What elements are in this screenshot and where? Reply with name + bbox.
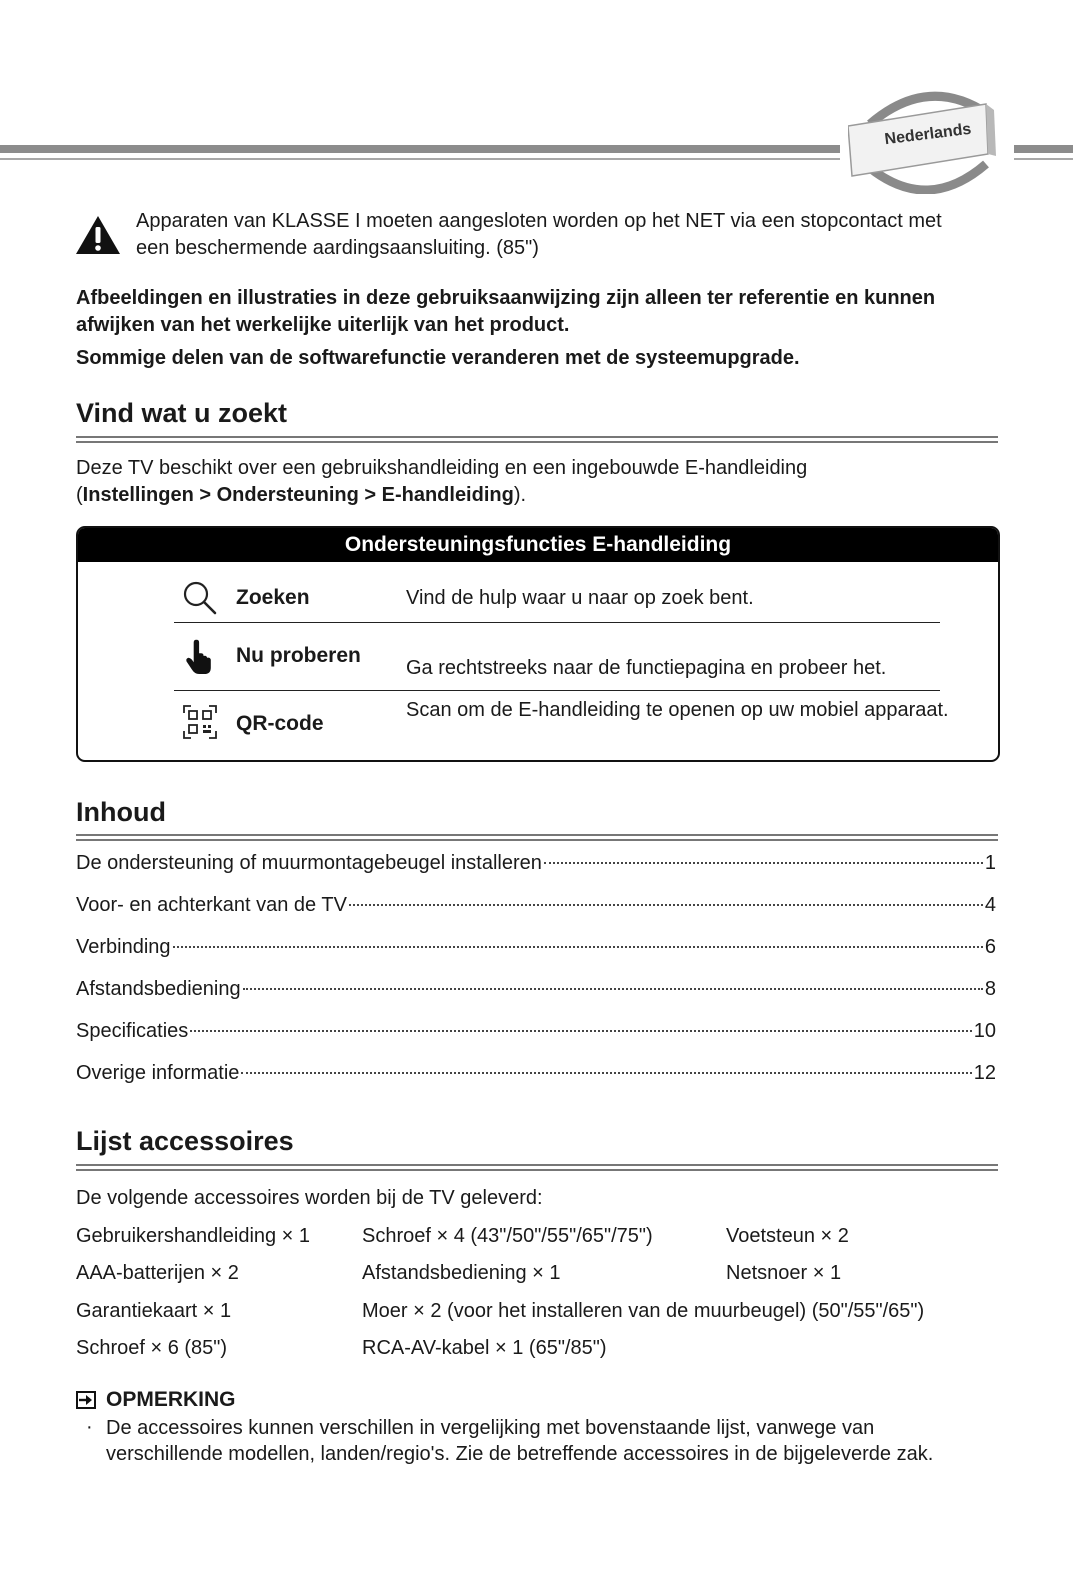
warning-triangle-icon: [75, 214, 121, 256]
accessory-item: AAA-batterijen × 2: [76, 1262, 239, 1284]
section-rule: [76, 1164, 998, 1171]
toc-entry[interactable]: [76, 852, 996, 880]
find-menu-path: Instellingen > Ondersteuning > E-handleiding: [82, 484, 514, 506]
pointing-hand-icon: [182, 638, 218, 674]
reference-notice: Afbeeldingen en illustraties in deze gebruiksaanwijzing zijn alleen ter referentie en kunnen afwijken van het werkelijke uiterlijk van het product.: [76, 287, 936, 336]
toc-label: De ondersteuning of muurmontagebeugel installeren: [76, 852, 542, 874]
accessory-item: Schroef × 4 (43"/50"/55"/65"/75"): [362, 1225, 653, 1247]
find-path-close: ).: [513, 484, 527, 506]
toc-entry[interactable]: [76, 1020, 996, 1048]
section-title-find: Vind wat u zoekt: [76, 398, 288, 428]
toc-label: Verbinding: [76, 936, 171, 958]
header-rule-thin: [0, 158, 840, 160]
feature-divider: [174, 622, 940, 623]
feature-name: QR-code: [236, 712, 324, 735]
qr-code-icon: [182, 704, 218, 740]
accessory-item: Schroef × 6 (85"): [76, 1337, 228, 1359]
feature-row-qr: [174, 698, 949, 752]
toc-leader: [243, 988, 983, 990]
language-label: Nederlands: [883, 120, 973, 149]
feature-row-try-now: [174, 636, 940, 686]
warning-text: Apparaten van KLASSE I moeten aangesloten worden op het NET via een stopcontact met een beschermende aardingsaansluiting. (85"): [136, 210, 942, 259]
toc-leader: [190, 1030, 971, 1032]
find-intro: [76, 455, 1006, 509]
feature-name: Nu proberen: [236, 644, 361, 667]
upgrade-notice: Sommige delen van de softwarefunctie veranderen met de systeemupgrade.: [76, 347, 800, 369]
note-title: OPMERKING: [106, 1388, 236, 1411]
feature-desc: Vind de hulp waar u naar op zoek bent.: [406, 587, 754, 609]
support-heading: Ondersteuningsfuncties E-handleiding: [78, 528, 998, 562]
toc-entry[interactable]: [76, 978, 996, 1006]
section-title-accessories: Lijst accessoires: [76, 1126, 294, 1156]
accessory-item: Gebruikershandleiding × 1: [76, 1225, 311, 1247]
toc-label: Specificaties: [76, 1020, 189, 1042]
accessory-item: Garantiekaart × 1: [76, 1300, 232, 1322]
note-text: De accessoires kunnen verschillen in vergelijking met bovenstaande lijst, vanwege van verschillende modellen, landen/regio's. Zie de betreffende accessoires in de bijgeleverde zak.: [106, 1417, 934, 1465]
toc-entry[interactable]: [76, 894, 996, 922]
toc-label: Afstandsbediening: [76, 978, 241, 1000]
toc-page: 8: [984, 978, 996, 1000]
toc-leader: [241, 1072, 971, 1074]
toc-page: 4: [984, 894, 996, 916]
toc-page: 12: [973, 1062, 996, 1084]
note-arrow-icon: [76, 1391, 96, 1409]
header-rule: [0, 145, 840, 153]
toc-page: 6: [984, 936, 996, 958]
header-rule-right: [1014, 145, 1073, 153]
toc-page: 10: [973, 1020, 996, 1042]
support-features-box: [76, 526, 1000, 762]
feature-desc: Scan om de E-handleiding te openen op uw mobiel apparaat.: [406, 699, 949, 721]
toc-leader: [349, 904, 983, 906]
accessory-item: RCA-AV-kabel × 1 (65"/85"): [362, 1337, 607, 1359]
toc-label: Overige informatie: [76, 1062, 240, 1084]
accessory-item: Netsnoer × 1: [726, 1262, 842, 1284]
section-rule: [76, 834, 998, 841]
accessories-intro: De volgende accessoires worden bij de TV geleverd:: [76, 1187, 543, 1209]
accessory-item: Moer × 2 (voor het installeren van de muurbeugel) (50"/55"/65"): [362, 1300, 925, 1322]
toc-leader: [173, 946, 983, 948]
accessory-item: Afstandsbediening × 1: [362, 1262, 561, 1284]
toc-label: Voor- en achterkant van de TV: [76, 894, 347, 916]
toc-leader: [544, 862, 983, 864]
accessory-item: Voetsteun × 2: [726, 1225, 849, 1247]
feature-divider: [174, 690, 940, 691]
feature-desc: Ga rechtstreeks naar de functiepagina en probeer het.: [406, 657, 887, 679]
note-bullet: ·: [86, 1416, 93, 1438]
toc-page: 1: [984, 852, 996, 874]
find-path-open: (: [76, 484, 83, 506]
section-rule: [76, 436, 998, 443]
magnifier-icon: [182, 580, 218, 616]
section-title-contents: Inhoud: [76, 797, 166, 827]
feature-row-search: [174, 578, 940, 622]
header-rule-right-thin: [1014, 158, 1073, 160]
toc-entry[interactable]: [76, 1062, 996, 1090]
toc-entry[interactable]: [76, 936, 996, 964]
find-intro-text: Deze TV beschikt over een gebruikshandleiding en een ingebouwde E-handleiding: [76, 457, 808, 479]
feature-name: Zoeken: [236, 586, 310, 609]
